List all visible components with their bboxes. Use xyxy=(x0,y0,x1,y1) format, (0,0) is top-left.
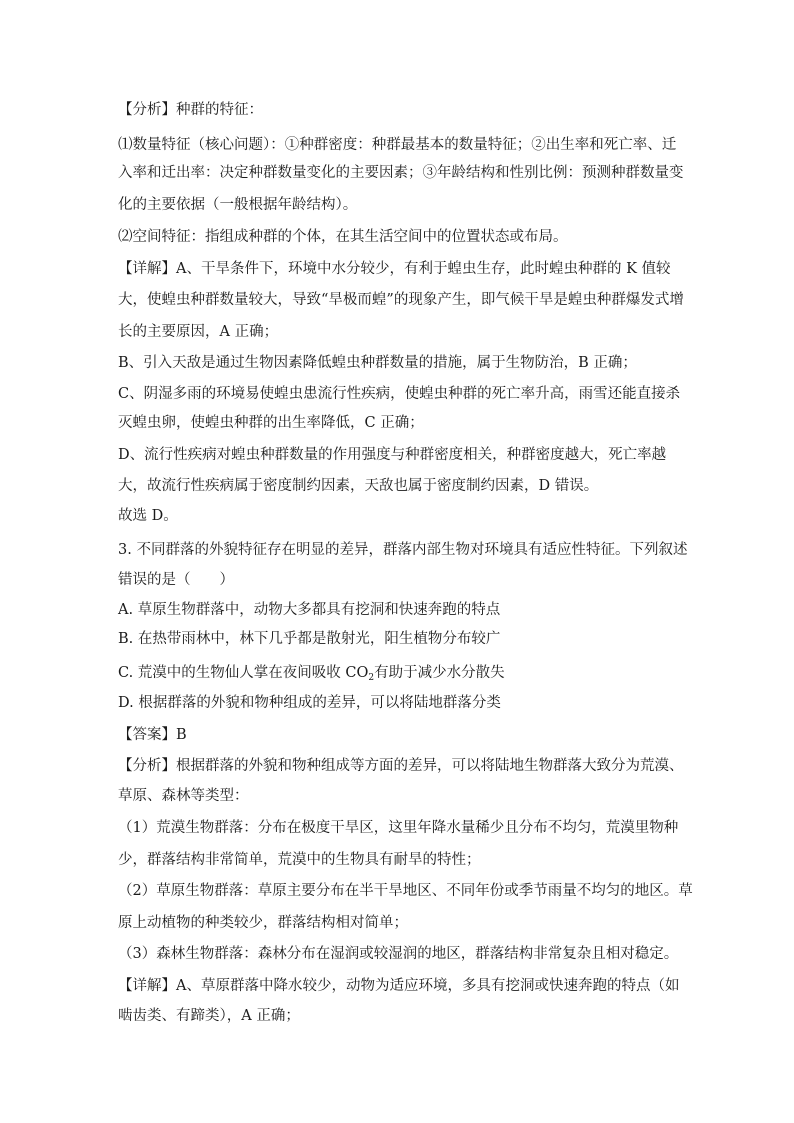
question-stem: 错误的是（ ） xyxy=(118,572,234,588)
text-line: 化的主要依据（一般根据年龄结构）。 xyxy=(118,197,358,213)
option-c: C. 荒漠中的生物仙人掌在夜间吸收 $CO_2$有助于减少水分散失 xyxy=(118,665,505,683)
text-line: ⑴数量特征（核心问题）：①种群密度：种群最基本的数量特征；②出生率和死亡率、迁 xyxy=(118,137,677,153)
text-line: 原上动植物的种类较少，群落结构相对简单； xyxy=(118,915,408,931)
text-line: 大，使蝗虫种群数量较大，导致“旱极而蝗”的现象产生，即气候干旱是蝗虫种群爆发式增 xyxy=(118,292,684,308)
text-line: 大，故流行性疾病属于密度制约因素，天敌也属于密度制约因素，D 错误。 xyxy=(118,478,599,494)
text-line: （2）草原生物群落：草原主要分布在半干旱地区、不同年份或季节雨量不均匀的地区。草 xyxy=(118,883,693,899)
analysis-heading: 【分析】根据群落的外貌和物种组成等方面的差异，可以将陆地生物群落大致分为荒漠、 xyxy=(118,758,684,774)
explanation-heading: 【详解】A、干旱条件下，环境中水分较少，有利于蝗虫生存，此时蝗虫种群的 K 值较 xyxy=(118,261,671,277)
text-line: （3）森林生物群落：森林分布在湿润或较湿润的地区，群落结构非常复杂且相对稳定。 xyxy=(118,946,679,962)
question-stem: 3. 不同群落的外貌特征存在明显的差异，群落内部生物对环境具有适应性特征。下列叙述 xyxy=(118,542,688,558)
text-line: 少，群落结构非常简单，荒漠中的生物具有耐旱的特性； xyxy=(118,852,481,868)
text-line: 草原、森林等类型： xyxy=(118,788,249,804)
answer-line: 【答案】B xyxy=(118,727,187,743)
option-a: A. 草原生物群落中，动物大多都具有挖洞和快速奔跑的特点 xyxy=(118,602,501,618)
text-line: 灭蝗虫卵，使蝗虫种群的出生率降低，C 正确； xyxy=(118,415,424,431)
option-b: B. 在热带雨林中，林下几乎都是散射光，阳生植物分布较广 xyxy=(118,631,501,647)
text-line: ⑵空间特征：指组成种群的个体，在其生活空间中的位置状态或布局。 xyxy=(118,229,568,245)
text-line: 入率和迁出率：决定种群数量变化的主要因素；③年龄结构和性别比例：预测种群数量变 xyxy=(118,165,684,181)
option-d: D. 根据群落的外貌和物种组成的差异，可以将陆地群落分类 xyxy=(118,695,501,711)
text-line: 啮齿类、有蹄类），A 正确； xyxy=(118,1008,300,1024)
text-line: （1）荒漠生物群落：分布在极度干旱区，这里年降水量稀少且分布不均匀，荒漠里物种 xyxy=(118,820,679,836)
analysis-heading: 【分析】种群的特征： xyxy=(118,102,263,118)
text-line: D、流行性疾病对蝗虫种群数量的作用强度与种群密度相关，种群密度越大，死亡率越 xyxy=(118,447,667,463)
text-line: B、引入天敌是通过生物因素降低蝗虫种群数量的措施，属于生物防治，B 正确； xyxy=(118,355,637,371)
text-line: 长的主要原因，A 正确； xyxy=(118,324,279,340)
explanation-heading: 【详解】A、草原群落中降水较少，动物为适应环境，多具有挖洞或快速奔跑的特点（如 xyxy=(118,978,680,994)
text-line: C、阴湿多雨的环境易使蝗虫患流行性疾病，使蝗虫种群的死亡率升高，雨雪还能直接杀 xyxy=(118,386,681,402)
text-line: 故选 D。 xyxy=(118,508,178,524)
